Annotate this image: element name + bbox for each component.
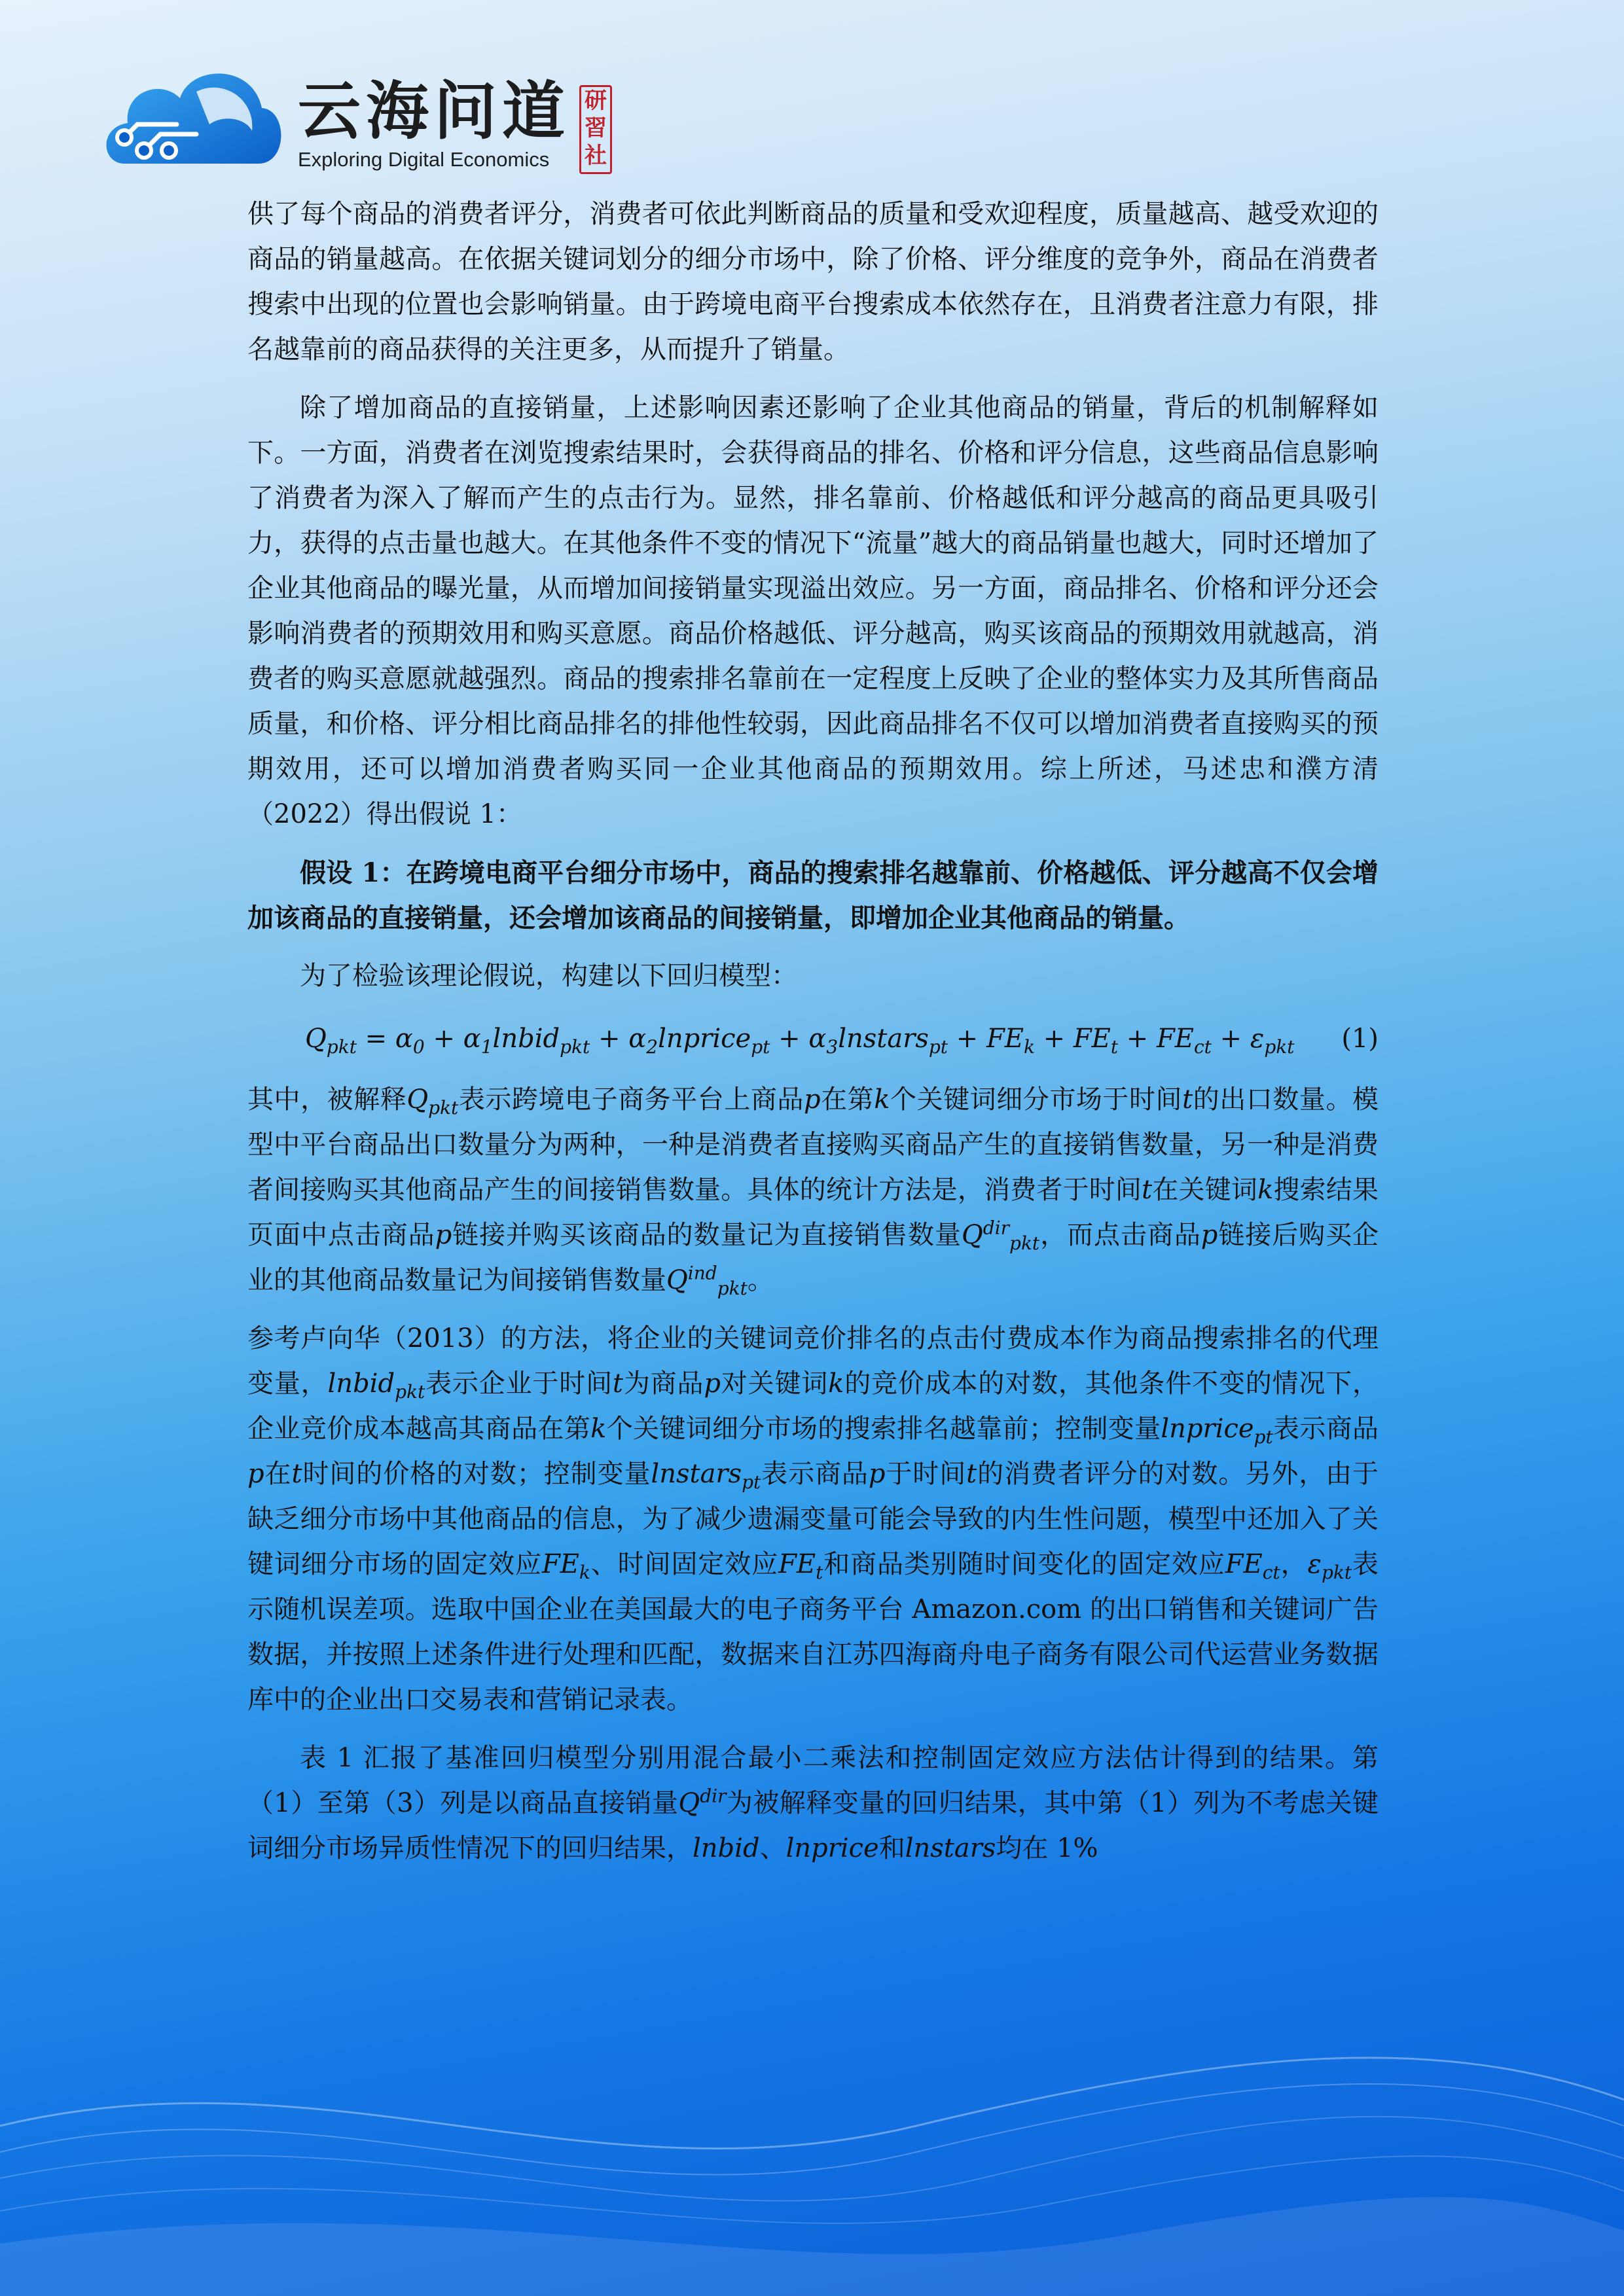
paragraph-method: 参考卢向华（2013）的方法，将企业的关键词竞价排名的点击付费成本作为商品搜索排名的代理变量，lnbid$_{pkt}$表示企业于时间t为商品p对关键词k的竞价成本的对数，其他条件不变的情况下，企业竞价成本越高其商品在第k个关键词细分市场的搜索排名越靠前；控制变量lnprice$_{pt}$表示商品p在t时间的价格的对数；控制变量lnstars$_{pt}$表示商品p于时间t的消费者评分的对数。另外，由于缺乏细分市场中其他商品的信息，为了减少遗漏变量可能会导致的内生性问题，模型中还加入了关键词细分市场的固定效应$FE_k$、时间固定效应$FE_t$和商品类别随时间变化的固定效应$FE_{ct}$，$\varepsilon_{pkt}$表示随机误差项。选取中国企业在美国最大的电子商务平台 Amazon.com 的出口销售和关键词广告数据，并按照上述条件进行处理和匹配，数据来自江苏四海商舟电子商务有限公司代运营业务数据库中的企业出口交易表和营销记录表。 bbox=[247, 1323, 1379, 1715]
article-body bbox=[247, 192, 1379, 1884]
paragraph-2: 除了增加商品的直接销量，上述影响因素还影响了企业其他商品的销量，背后的机制解释如下。一方面，消费者在浏览搜索结果时，会获得商品的排名、价格和评分信息，这些商品信息影响了消费者为深入了解而产生的点击行为。显然，排名靠前、价格越低和评分越高的商品更具吸引力，获得的点击量也越大。在其他条件不变的情况下“流量”越大的商品销量也越大，同时还增加了企业其他商品的曝光量，从而增加间接销量实现溢出效应。另一方面，商品排名、价格和评分还会影响消费者的预期效用和购买意愿。商品价格越低、评分越高，购买该商品的预期效用就越高，消费者的购买意愿就越强烈。商品的搜索排名靠前在一定程度上反映了企业的整体实力及其所售商品质量，和价格、评分相比商品排名的排他性较弱，因此商品排名不仅可以增加消费者直接购买的预期效用，还可以增加消费者购买同一企业其他商品的预期效用。综上所述，马述忠和濮方清（2022）得出假说 1： bbox=[247, 393, 1379, 829]
paragraph-variables: 其中，被解释$Q_{pkt}$表示跨境电子商务平台上商品p在第k个关键词细分市场于时间t的出口数量。模型中平台商品出口数量分为两种，一种是消费者直接购买商品产生的直接销售数量，另一种是消费者间接购买其他商品产生的间接销售数量。具体的统计方法是，消费者于时间t在关键词k搜索结果页面中点击商品p链接并购买该商品的数量记为直接销售数量$Q^{dir}_{pkt}$，而点击商品p链接后购买企业的其他商品数量记为间接销售数量$Q^{ind}_{pkt}$。 bbox=[247, 1085, 1379, 1299]
logo-seal: 研習社 bbox=[579, 85, 612, 174]
brand-logo bbox=[98, 52, 622, 183]
background-waves bbox=[0, 1929, 1624, 2296]
paragraph-results: 表 1 汇报了基准回归模型分别用混合最小二乘法和控制固定效应方法估计得到的结果。第（1）至第（3）列是以商品直接销量$Q^{dir}$为被解释变量的回归结果，其中第（1）列为不考虑关键词细分市场异质性情况下的回归结果，lnbid、lnprice和lnstars均在 1% bbox=[247, 1743, 1379, 1863]
regression-equation bbox=[247, 1012, 1379, 1066]
logo-title: 云海问道 bbox=[298, 74, 570, 148]
cloud-circuit-icon bbox=[98, 52, 288, 183]
hypothesis-1: 假设 1：在跨境电商平台细分市场中，商品的搜索排名越靠前、价格越低、评分越高不仅会增加该商品的直接销量，还会增加该商品的间接销量，即增加企业其他商品的销量。 bbox=[247, 857, 1379, 933]
paragraph-model-intro: 为了检验该理论假说，构建以下回归模型： bbox=[300, 961, 797, 991]
equation-formula: $Q_{pkt} = \alpha_0$ + $\alpha_1lnbid_{pkt}$ + $\alpha_2lnprice_{pt}$ + $\alpha_3lnstars_{pt} + FE_k + FE_t + FE_{ct} + \varepsilon_{pkt}$ bbox=[305, 1024, 1295, 1058]
equation-number: (1) bbox=[1341, 1024, 1379, 1054]
logo-subtitle: Exploring Digital Economics bbox=[298, 148, 550, 171]
paragraph-1: 供了每个商品的消费者评分，消费者可依此判断商品的质量和受欢迎程度，质量越高、越受欢迎的商品的销量越高。在依据关键词划分的细分市场中，除了价格、评分维度的竞争外，商品在消费者搜索中出现的位置也会影响销量。由于跨境电商平台搜索成本依然存在，且消费者注意力有限，排名越靠前的商品获得的关注更多，从而提升了销量。 bbox=[247, 199, 1379, 365]
